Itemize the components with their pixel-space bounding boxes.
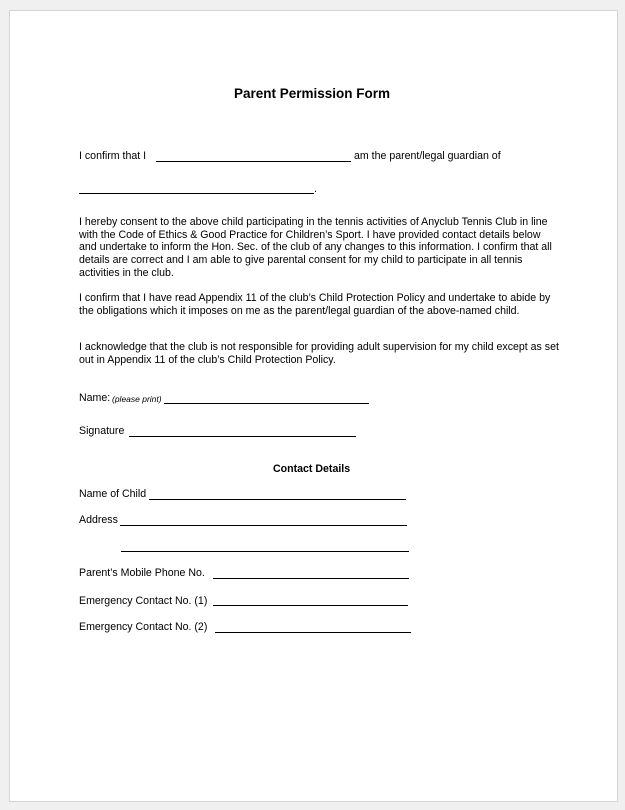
line-end-period: .: [314, 183, 317, 195]
child-name-blank[interactable]: [79, 193, 314, 194]
address-label: Address: [79, 514, 118, 526]
emergency1-field[interactable]: [213, 605, 408, 606]
confirm-suffix: am the parent/legal guardian of: [354, 150, 501, 162]
form-title: Parent Permission Form: [234, 86, 391, 101]
address-field-1[interactable]: [120, 525, 407, 526]
consent-paragraph: I hereby consent to the above child participating in the tennis activities of Anyclub Tennis Club in line with the Code of Ethics & Good Practice for Children’s Sport. I have provided contact details below and undertake to inform the Hon. Sec. of the club of any changes to this information. I confirm that all details are correct and I am able to give parental consent for my child to participate in all tennis activities in the club.: [79, 216, 552, 279]
supervision-paragraph: I acknowledge that the club is not responsible for providing adult supervision for my child except as set out in Appendix 11 of the club’s Child Protection Policy.: [79, 341, 559, 366]
signature-label: Signature: [79, 425, 125, 437]
name-hint: (please print): [112, 394, 162, 404]
mobile-label: Parent’s Mobile Phone No.: [79, 567, 205, 579]
parent-name-blank[interactable]: [156, 161, 351, 162]
name-label: Name:: [79, 392, 111, 404]
contact-heading: Contact Details: [273, 463, 351, 475]
name-blank[interactable]: [164, 403, 369, 404]
child-name-field[interactable]: [149, 499, 406, 500]
mobile-field[interactable]: [213, 578, 409, 579]
document-page: [9, 10, 618, 802]
emergency2-label: Emergency Contact No. (2): [79, 621, 208, 633]
emergency1-label: Emergency Contact No. (1): [79, 595, 208, 607]
child-name-label: Name of Child: [79, 488, 147, 500]
confirm-prefix: I confirm that I: [79, 150, 147, 162]
address-field-2[interactable]: [121, 551, 409, 552]
policy-paragraph: I confirm that I have read Appendix 11 of the club’s Child Protection Policy and undertake to abide by the obligations which it imposes on me as the parent/legal guardian of the above-named child.: [79, 292, 551, 317]
emergency2-field[interactable]: [215, 632, 411, 633]
signature-blank[interactable]: [129, 436, 356, 437]
